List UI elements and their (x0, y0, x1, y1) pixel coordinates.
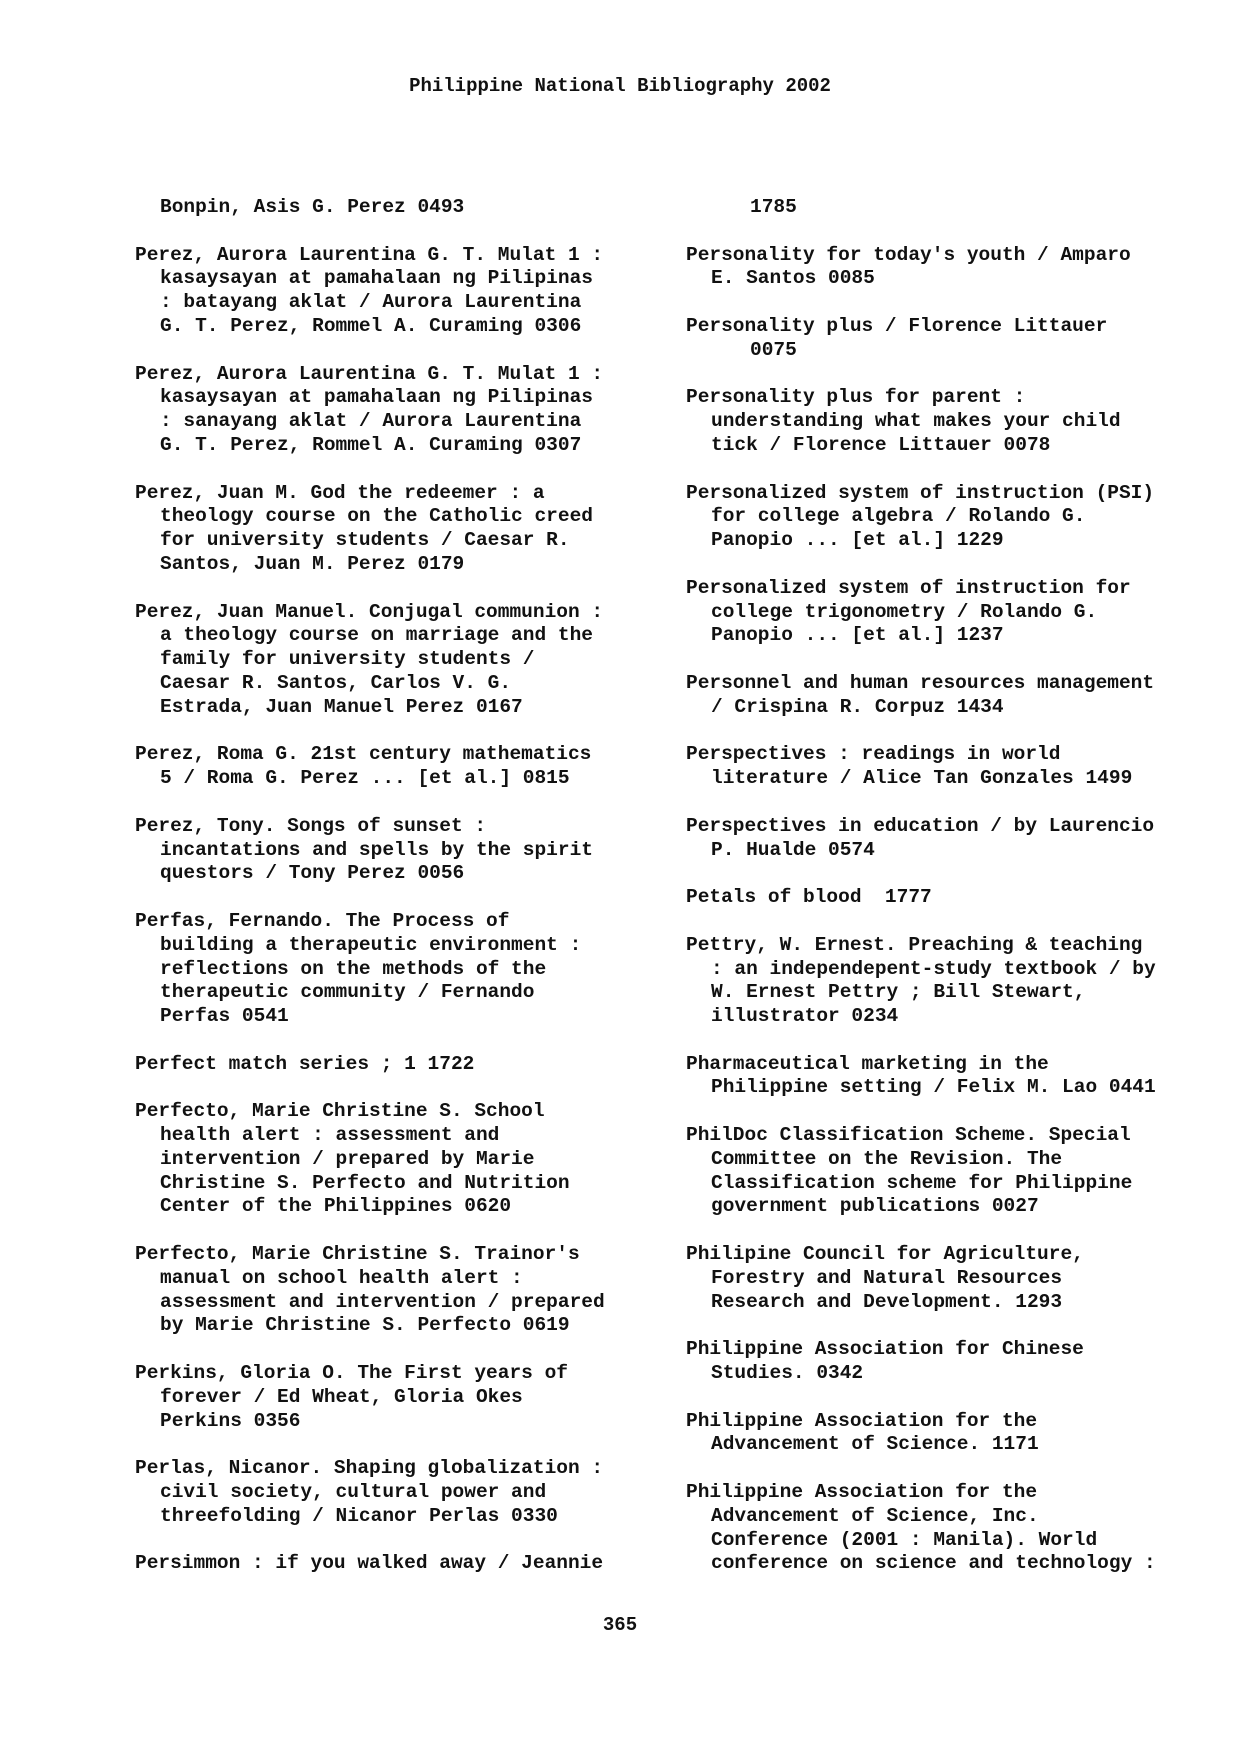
bibliography-entry (135, 1362, 685, 1433)
entry-line: P. Hualde 0574 (711, 838, 875, 861)
entry-line: for college algebra / Rolando G. (711, 505, 1086, 528)
entry-line: Petals of blood 1777 (686, 886, 932, 909)
entry-line: Personalized system of instruction for (686, 576, 1131, 599)
bibliography-entry (686, 1124, 1236, 1219)
entry-line: Advancement of Science. 1171 (711, 1433, 1039, 1456)
bibliography-entry (135, 244, 685, 339)
entry-line: civil society, cultural power and (160, 1481, 547, 1504)
entry-line: Perfas 0541 (160, 1005, 289, 1028)
entry-line: Caesar R. Santos, Carlos V. G. (160, 671, 512, 694)
entry-line: 0075 (750, 338, 797, 361)
entry-line: Personality plus for parent : (686, 386, 1026, 409)
entry-line: conference on science and technology : (711, 1552, 1156, 1575)
entry-line: Philippine Association for the (686, 1409, 1038, 1432)
entry-line: Persimmon : if you walked away / Jeannie (135, 1552, 604, 1575)
bibliography-entry (686, 386, 1236, 457)
entry-line: Perez, Tony. Songs of sunset : (135, 814, 487, 837)
entry-line: college trigonometry / Rolando G. (711, 600, 1098, 623)
entry-line: understanding what makes your child (711, 410, 1121, 433)
entry-line: Research and Development. 1293 (711, 1290, 1063, 1313)
entry-line: : batayang aklat / Aurora Laurentina (160, 291, 582, 314)
entry-line: government publications 0027 (711, 1195, 1039, 1218)
entry-line: Perez, Juan M. God the redeemer : a (135, 481, 545, 504)
entry-line: Philippine Association for the (686, 1481, 1038, 1504)
entry-line: Forestry and Natural Resources (711, 1266, 1063, 1289)
entry-line: Perkins 0356 (160, 1409, 301, 1432)
bibliography-entry (686, 815, 1236, 863)
entry-line: Classification scheme for Philippine (711, 1171, 1133, 1194)
entry-line: G. T. Perez, Rommel A. Curaming 0307 (160, 433, 582, 456)
running-title: Philippine National Bibliography 2002 (409, 75, 831, 97)
entry-line: G. T. Perez, Rommel A. Curaming 0306 (160, 314, 582, 337)
entry-line: literature / Alice Tan Gonzales 1499 (711, 767, 1133, 790)
entry-line: Panopio ... [et al.] 1237 (711, 624, 1004, 647)
entry-line: Estrada, Juan Manuel Perez 0167 (160, 695, 523, 718)
entry-line: Bonpin, Asis G. Perez 0493 (160, 196, 465, 218)
entry-line: W. Ernest Pettry ; Bill Stewart, (711, 981, 1086, 1004)
bibliography-entry (686, 482, 1236, 553)
entry-line: theology course on the Catholic creed (160, 505, 593, 528)
bibliography-entry (135, 482, 685, 577)
entry-line: Pharmaceutical marketing in the (686, 1052, 1049, 1075)
entry-line: Perez, Aurora Laurentina G. T. Mulat 1 : (135, 243, 604, 266)
bibliography-entry (686, 577, 1236, 648)
entry-line: Perlas, Nicanor. Shaping globalization : (135, 1457, 604, 1480)
entry-line: Perfas, Fernando. The Process of (135, 909, 510, 932)
entry-line: building a therapeutic environment : (160, 933, 582, 956)
entry-line: reflections on the methods of the (160, 957, 547, 980)
entry-line: Pettry, W. Ernest. Preaching & teaching (686, 933, 1143, 956)
bibliography-entry (686, 196, 1236, 220)
entry-line: for university students / Caesar R. (160, 529, 570, 552)
entry-line: : sanayang aklat / Aurora Laurentina (160, 410, 582, 433)
entry-line: Perspectives in education / by Laurencio (686, 814, 1155, 837)
entry-line: : an independepent-study textbook / by (711, 957, 1156, 980)
bibliography-entry (135, 1243, 685, 1338)
left-column (135, 196, 685, 1600)
bibliography-entry (686, 315, 1236, 363)
entry-line: Committee on the Revision. The (711, 1147, 1063, 1170)
entry-line: 5 / Roma G. Perez ... [et al.] 0815 (160, 767, 570, 790)
bibliography-entry (686, 934, 1236, 1029)
bibliography-entry (135, 363, 685, 458)
bibliography-entry (686, 1481, 1236, 1576)
entry-line: Perfecto, Marie Christine S. Trainor's (135, 1243, 580, 1266)
entry-line: health alert : assessment and (160, 1124, 500, 1147)
entry-line: PhilDoc Classification Scheme. Special (686, 1124, 1131, 1147)
entry-line: assessment and intervention / prepared (160, 1290, 605, 1313)
bibliography-entry (135, 1552, 685, 1576)
bibliography-entry (135, 1053, 685, 1077)
bibliography-entry (686, 1410, 1236, 1458)
entry-line: Perez, Juan Manuel. Conjugal communion : (135, 600, 604, 623)
entry-line: Santos, Juan M. Perez 0179 (160, 552, 465, 575)
entry-line: by Marie Christine S. Perfecto 0619 (160, 1314, 570, 1337)
entry-line: Personalized system of instruction (PSI) (686, 481, 1155, 504)
entry-line: kasaysayan at pamahalaan ng Pilipinas (160, 386, 593, 409)
entry-line: Advancement of Science, Inc. (711, 1504, 1039, 1527)
bibliography-entry (135, 196, 685, 220)
bibliography-entry (135, 601, 685, 720)
entry-line: Perspectives : readings in world (686, 743, 1061, 766)
entry-line: questors / Tony Perez 0056 (160, 862, 465, 885)
entry-line: Perfect match series ; 1 1722 (135, 1052, 475, 1075)
entry-line: manual on school health alert : (160, 1266, 523, 1289)
bibliography-entry (686, 1243, 1236, 1314)
entry-line: kasaysayan at pamahalaan ng Pilipinas (160, 267, 593, 290)
entry-line: Perez, Aurora Laurentina G. T. Mulat 1 : (135, 362, 604, 385)
bibliography-entry (686, 743, 1236, 791)
entry-line: threefolding / Nicanor Perlas 0330 (160, 1504, 558, 1527)
bibliography-entry (135, 743, 685, 791)
right-column (686, 196, 1236, 1600)
entry-line: Perez, Roma G. 21st century mathematics (135, 743, 592, 766)
entry-line: family for university students / (160, 648, 535, 671)
entry-line: illustrator 0234 (711, 1005, 899, 1028)
entry-line: Perkins, Gloria O. The First years of (135, 1362, 568, 1385)
bibliography-entry (686, 886, 1236, 910)
entry-line: Conference (2001 : Manila). World (711, 1528, 1098, 1551)
entry-line: Personality for today's youth / Amparo (686, 243, 1131, 266)
entry-line: Center of the Philippines 0620 (160, 1195, 512, 1218)
entry-line: forever / Ed Wheat, Gloria Okes (160, 1385, 523, 1408)
entry-line: therapeutic community / Fernando (160, 981, 535, 1004)
bibliography-entry (135, 1457, 685, 1528)
bibliography-entry (686, 1053, 1236, 1101)
entry-line: a theology course on marriage and the (160, 624, 593, 647)
bibliography-entry (135, 815, 685, 886)
bibliography-entry (686, 1338, 1236, 1386)
entry-line: Studies. 0342 (711, 1362, 864, 1385)
entry-line: Philipine Council for Agriculture, (686, 1243, 1084, 1266)
entry-line: Perfecto, Marie Christine S. School (135, 1100, 545, 1123)
entry-line: Personality plus / Florence Littauer (686, 314, 1108, 337)
bibliography-entry (686, 244, 1236, 292)
entry-line: / Crispina R. Corpuz 1434 (711, 695, 1004, 718)
entry-line: Philippine setting / Felix M. Lao 0441 (711, 1076, 1156, 1099)
entry-line: incantations and spells by the spirit (160, 838, 593, 861)
entry-line: tick / Florence Littauer 0078 (711, 433, 1051, 456)
entry-line: Personnel and human resources management (686, 671, 1155, 694)
bibliography-entry (135, 1100, 685, 1219)
entry-line: Christine S. Perfecto and Nutrition (160, 1171, 570, 1194)
entry-line: Philippine Association for Chinese (686, 1338, 1084, 1361)
entry-line: Panopio ... [et al.] 1229 (711, 529, 1004, 552)
bibliography-entry (686, 672, 1236, 720)
entry-line: intervention / prepared by Marie (160, 1147, 535, 1170)
entry-line: 1785 (750, 196, 797, 218)
page-number: 365 (602, 1614, 638, 1636)
entry-line: E. Santos 0085 (711, 267, 875, 290)
bibliography-entry (135, 910, 685, 1029)
